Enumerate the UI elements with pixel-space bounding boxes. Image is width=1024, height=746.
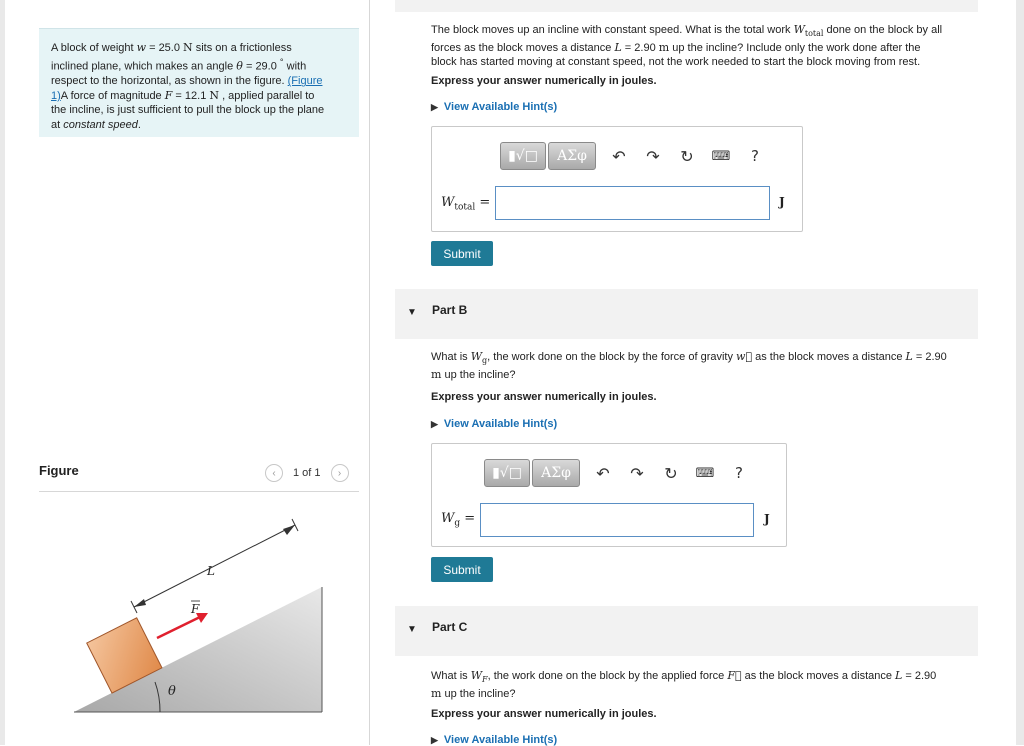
problem-line-6: at constant speed.: [51, 118, 141, 131]
partC-hint-label: View Available Hint(s): [443, 734, 558, 746]
pager-text: 1 of 1: [293, 467, 321, 479]
partC-question: [431, 669, 979, 701]
length-label: L: [207, 564, 215, 578]
reset-icon[interactable]: ↻: [664, 463, 678, 483]
chevron-left-icon: ‹: [272, 467, 276, 479]
partB-var-label: $W_g$ =: [441, 511, 476, 529]
redo-icon[interactable]: ↷: [630, 463, 644, 483]
redo-icon[interactable]: ↷: [646, 146, 660, 166]
partB-unit: J: [764, 512, 770, 526]
distance-arrowhead-left: [134, 599, 146, 607]
partB-title: Part B: [432, 303, 468, 317]
partB-hint-label: View Available Hint(s): [443, 418, 558, 430]
partC-express: Express your answer numerically in joules.: [431, 708, 657, 720]
caret-right-icon: ▶: [431, 419, 438, 429]
symbols-button[interactable]: ΑΣφ: [532, 459, 580, 487]
partB-header[interactable]: [395, 289, 978, 339]
partB-var: W: [441, 511, 455, 526]
partB-answer-box: [431, 443, 787, 547]
caret-right-icon: ▶: [431, 735, 438, 745]
theta-label: θ: [168, 684, 176, 699]
partA-express: Express your answer numerically in joules.: [431, 75, 657, 87]
templates-button[interactable]: [500, 142, 546, 170]
problem-statement: [39, 28, 359, 137]
partC-q-line-1: What is $W_F$, the work done on the block by the applied force F⃗ as the block moves a distance L = 2.90: [431, 669, 937, 685]
partC-q-line-2: m up the incline?: [431, 687, 516, 701]
partB-toolbar: [484, 459, 752, 487]
partA-hint-link[interactable]: [431, 101, 557, 113]
partA-q-line-3: block has started moving at constant speed, not the work needed to start the block moving from rest.: [431, 56, 921, 69]
problem-line-3: respect to the horizontal, as shown in the figure. (Figure: [51, 75, 323, 88]
next-figure-button[interactable]: [331, 464, 349, 482]
partB-answer-input[interactable]: [480, 503, 754, 537]
partB-q-line-2: m up the incline?: [431, 368, 516, 382]
figure-title: Figure: [39, 463, 79, 478]
partA-question: [431, 23, 979, 69]
figure-link[interactable]: (Figure: [287, 75, 323, 88]
figure-pager: [265, 463, 349, 483]
caret-down-icon: ▼: [407, 307, 417, 318]
partA-hint-label: View Available Hint(s): [443, 101, 558, 113]
force-arrow: [157, 617, 200, 638]
partA-answer-input[interactable]: [495, 186, 770, 220]
partA-q-line-1: The block moves up an incline with constant speed. What is the total work $W_{total}$ done on the block by all: [431, 23, 943, 39]
partA-submit-button[interactable]: Submit: [431, 241, 493, 266]
keyboard-icon[interactable]: ⌨: [695, 465, 715, 481]
partB-q-line-1: What is $W_g$, the work done on the block by the force of gravity w⃗ as the block moves a distance L = 2.90: [431, 350, 947, 366]
reset-icon[interactable]: ↻: [680, 146, 694, 166]
partB-submit-button[interactable]: Submit: [431, 557, 493, 582]
distance-arrowhead-right: [283, 525, 295, 535]
templates-button[interactable]: [484, 459, 530, 487]
prev-figure-button[interactable]: [265, 464, 283, 482]
problem-line-5: the incline, is just sufficient to pull the block up the plane: [51, 104, 325, 117]
partB-express: Express your answer numerically in joules.: [431, 391, 657, 403]
symbols-button[interactable]: ΑΣφ: [548, 142, 596, 170]
pane-divider: [369, 0, 370, 745]
partA-toolbar: [500, 142, 768, 170]
caret-down-icon: ▼: [407, 624, 417, 635]
figure-link-2[interactable]: 1): [51, 89, 61, 102]
radical-template-icon: ▮√□: [508, 148, 538, 164]
help-icon[interactable]: ?: [751, 147, 759, 165]
page-edge-left: [0, 0, 5, 745]
partC-hint-link[interactable]: [431, 734, 557, 746]
page-scrollbar[interactable]: [1016, 0, 1024, 745]
radical-template-icon: ▮√□: [492, 465, 522, 481]
figure-header: [39, 461, 359, 492]
undo-icon[interactable]: ↶: [612, 146, 626, 166]
caret-right-icon: ▶: [431, 102, 438, 112]
partA-answer-box: [431, 126, 803, 232]
incline-figure: [60, 515, 335, 720]
partB-hint-link[interactable]: [431, 418, 557, 430]
partA-unit: J: [779, 195, 785, 209]
partC-title: Part C: [432, 620, 468, 634]
help-icon[interactable]: ?: [735, 464, 743, 482]
force-label: F: [191, 602, 200, 616]
partA-var-label: $W_{total}$ =: [441, 195, 491, 213]
undo-icon[interactable]: ↶: [596, 463, 610, 483]
partB-var-sub: g: [454, 518, 461, 529]
partA-var: W: [441, 195, 455, 210]
partA-var-sub: total: [454, 202, 476, 213]
top-strip: [395, 0, 978, 12]
partA-q-line-2: forces as the block moves a distance L = 2.90 m up the incline? Include only the work done after the: [431, 41, 921, 55]
problem-line-2: inclined plane, which makes an angle θ = 29.0 ° with: [51, 57, 307, 74]
problem-line-4: 1)A force of magnitude F = 12.1 N , applied parallel to: [51, 88, 315, 102]
problem-line-1: A block of weight w = 25.0 N sits on a frictionless: [51, 41, 292, 54]
keyboard-icon[interactable]: ⌨: [711, 148, 731, 164]
chevron-right-icon: ›: [337, 467, 342, 479]
partC-header[interactable]: [395, 606, 978, 656]
partB-question: [431, 350, 979, 382]
